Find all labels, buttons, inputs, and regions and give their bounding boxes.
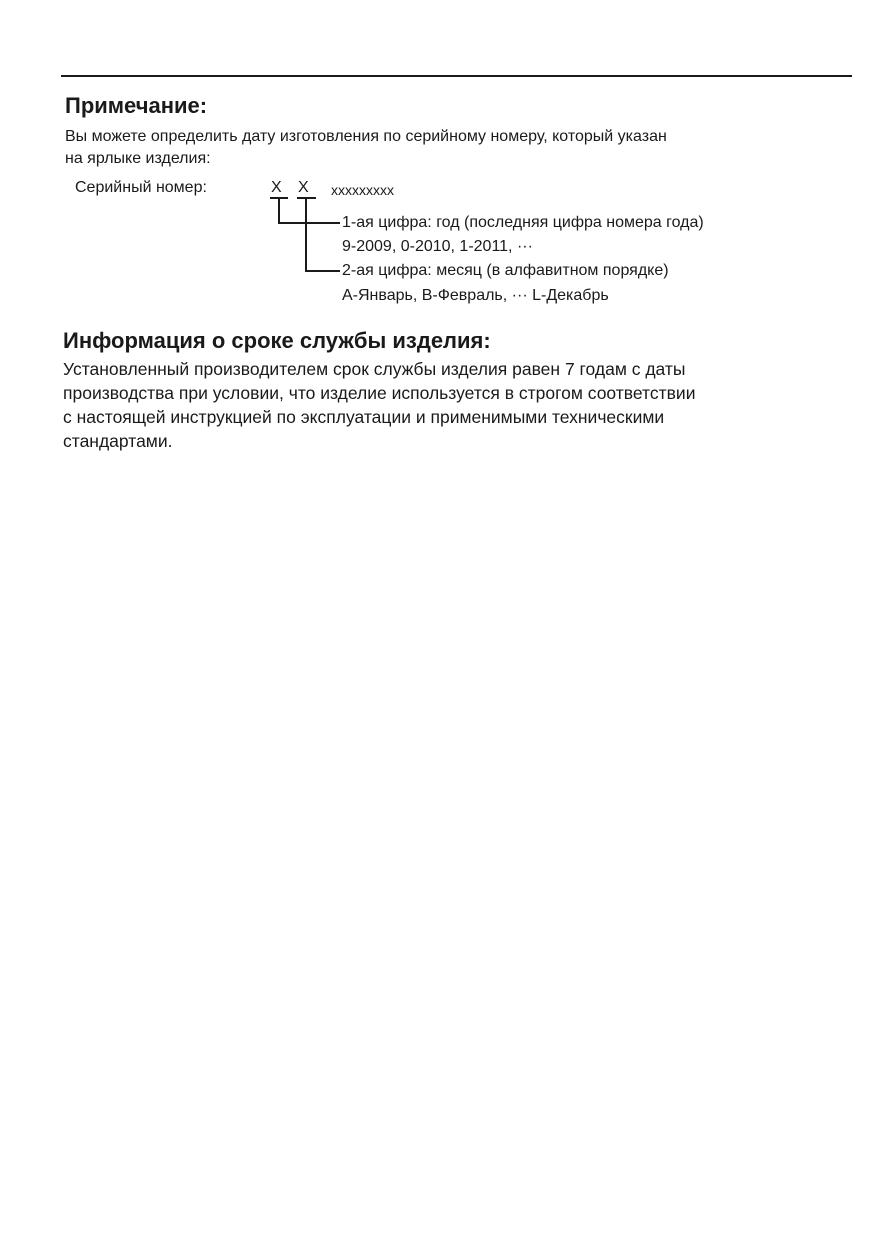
serial-char-month: X [298,179,309,196]
service-life-line-3: с настоящей инструкцией по эксплуатации и применимыми техническими [63,407,665,427]
digit1-examples: 9-2009, 0-2010, 1-2011, ··· [342,238,533,255]
serial-char-year: X [271,179,282,196]
service-life-line-4: стандартами. [63,431,173,451]
service-life-line-1: Установленный производителем срок службы изделия равен 7 годам с даты [63,359,686,379]
note-heading: Примечание: [65,93,208,118]
note-body-line-2: на ярлыке изделия: [65,150,211,167]
service-life-line-2: производства при условии, что изделие используется в строгом соответствии [63,383,696,403]
digit2-title: 2-ая цифра: месяц (в алфавитном порядке) [342,262,669,279]
serial-label: Серийный номер: [75,179,207,196]
note-body-line-1: Вы можете определить дату изготовления по серийному номеру, который указан [65,128,667,145]
note-body [65,126,667,170]
top-divider [61,75,852,77]
serial-rest: xxxxxxxxx [331,182,394,198]
digit2-examples: A-Январь, B-Февраль, ··· L-Декабрь [342,287,609,304]
serial-bracket-diagram [260,196,340,286]
service-life-heading: Информация о сроке службы изделия: [63,328,491,353]
service-life-body [63,357,695,453]
digit1-title: 1-ая цифра: год (последняя цифра номера года) [342,214,704,231]
